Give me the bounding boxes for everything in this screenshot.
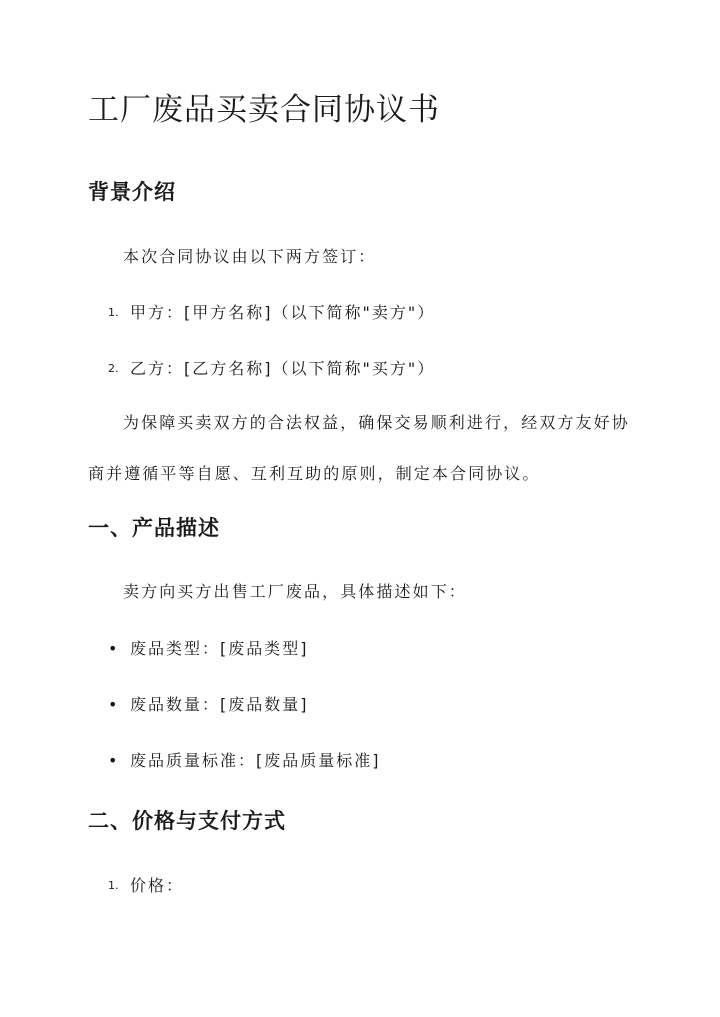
list-item-text: 废品数量：[废品数量]	[130, 695, 309, 714]
list-item-party-1	[108, 300, 435, 323]
background-purpose: 为保障买卖双方的合法权益，确保交易顺利进行，经双方友好协商并遵循平等自愿、互利互助的原则，制定本合同协议。	[88, 413, 630, 483]
section1-intro: 卖方向买方出售工厂废品，具体描述如下：	[123, 582, 467, 601]
list-number: 1.	[108, 879, 119, 892]
section1-heading: 一、产品描述	[88, 515, 220, 540]
background-intro: 本次合同协议由以下两方签订：	[123, 247, 377, 266]
list-item-waste-quantity	[108, 692, 309, 715]
list-item-text: 甲方：[甲方名称]（以下简称"卖方"）	[130, 303, 436, 322]
background-heading: 背景介绍	[88, 179, 176, 204]
bullet-icon: •	[108, 695, 118, 714]
list-item-text: 废品质量标准：[废品质量标准]	[130, 751, 381, 770]
bullet-icon: •	[108, 639, 118, 658]
list-item-party-2	[108, 356, 435, 379]
list-item-waste-type	[108, 636, 309, 659]
bullet-icon: •	[108, 751, 118, 770]
list-item-text: 价格：	[130, 876, 185, 895]
section2-heading: 二、价格与支付方式	[88, 808, 286, 833]
list-item-text: 乙方：[乙方名称]（以下简称"买方"）	[130, 359, 436, 378]
list-item-waste-quality	[108, 748, 381, 771]
list-item-price	[108, 873, 184, 896]
document-title: 工厂废品买卖合同协议书	[88, 92, 440, 128]
list-item-text: 废品类型：[废品类型]	[130, 639, 309, 658]
list-number: 2.	[108, 362, 119, 375]
list-number: 1.	[108, 306, 119, 319]
